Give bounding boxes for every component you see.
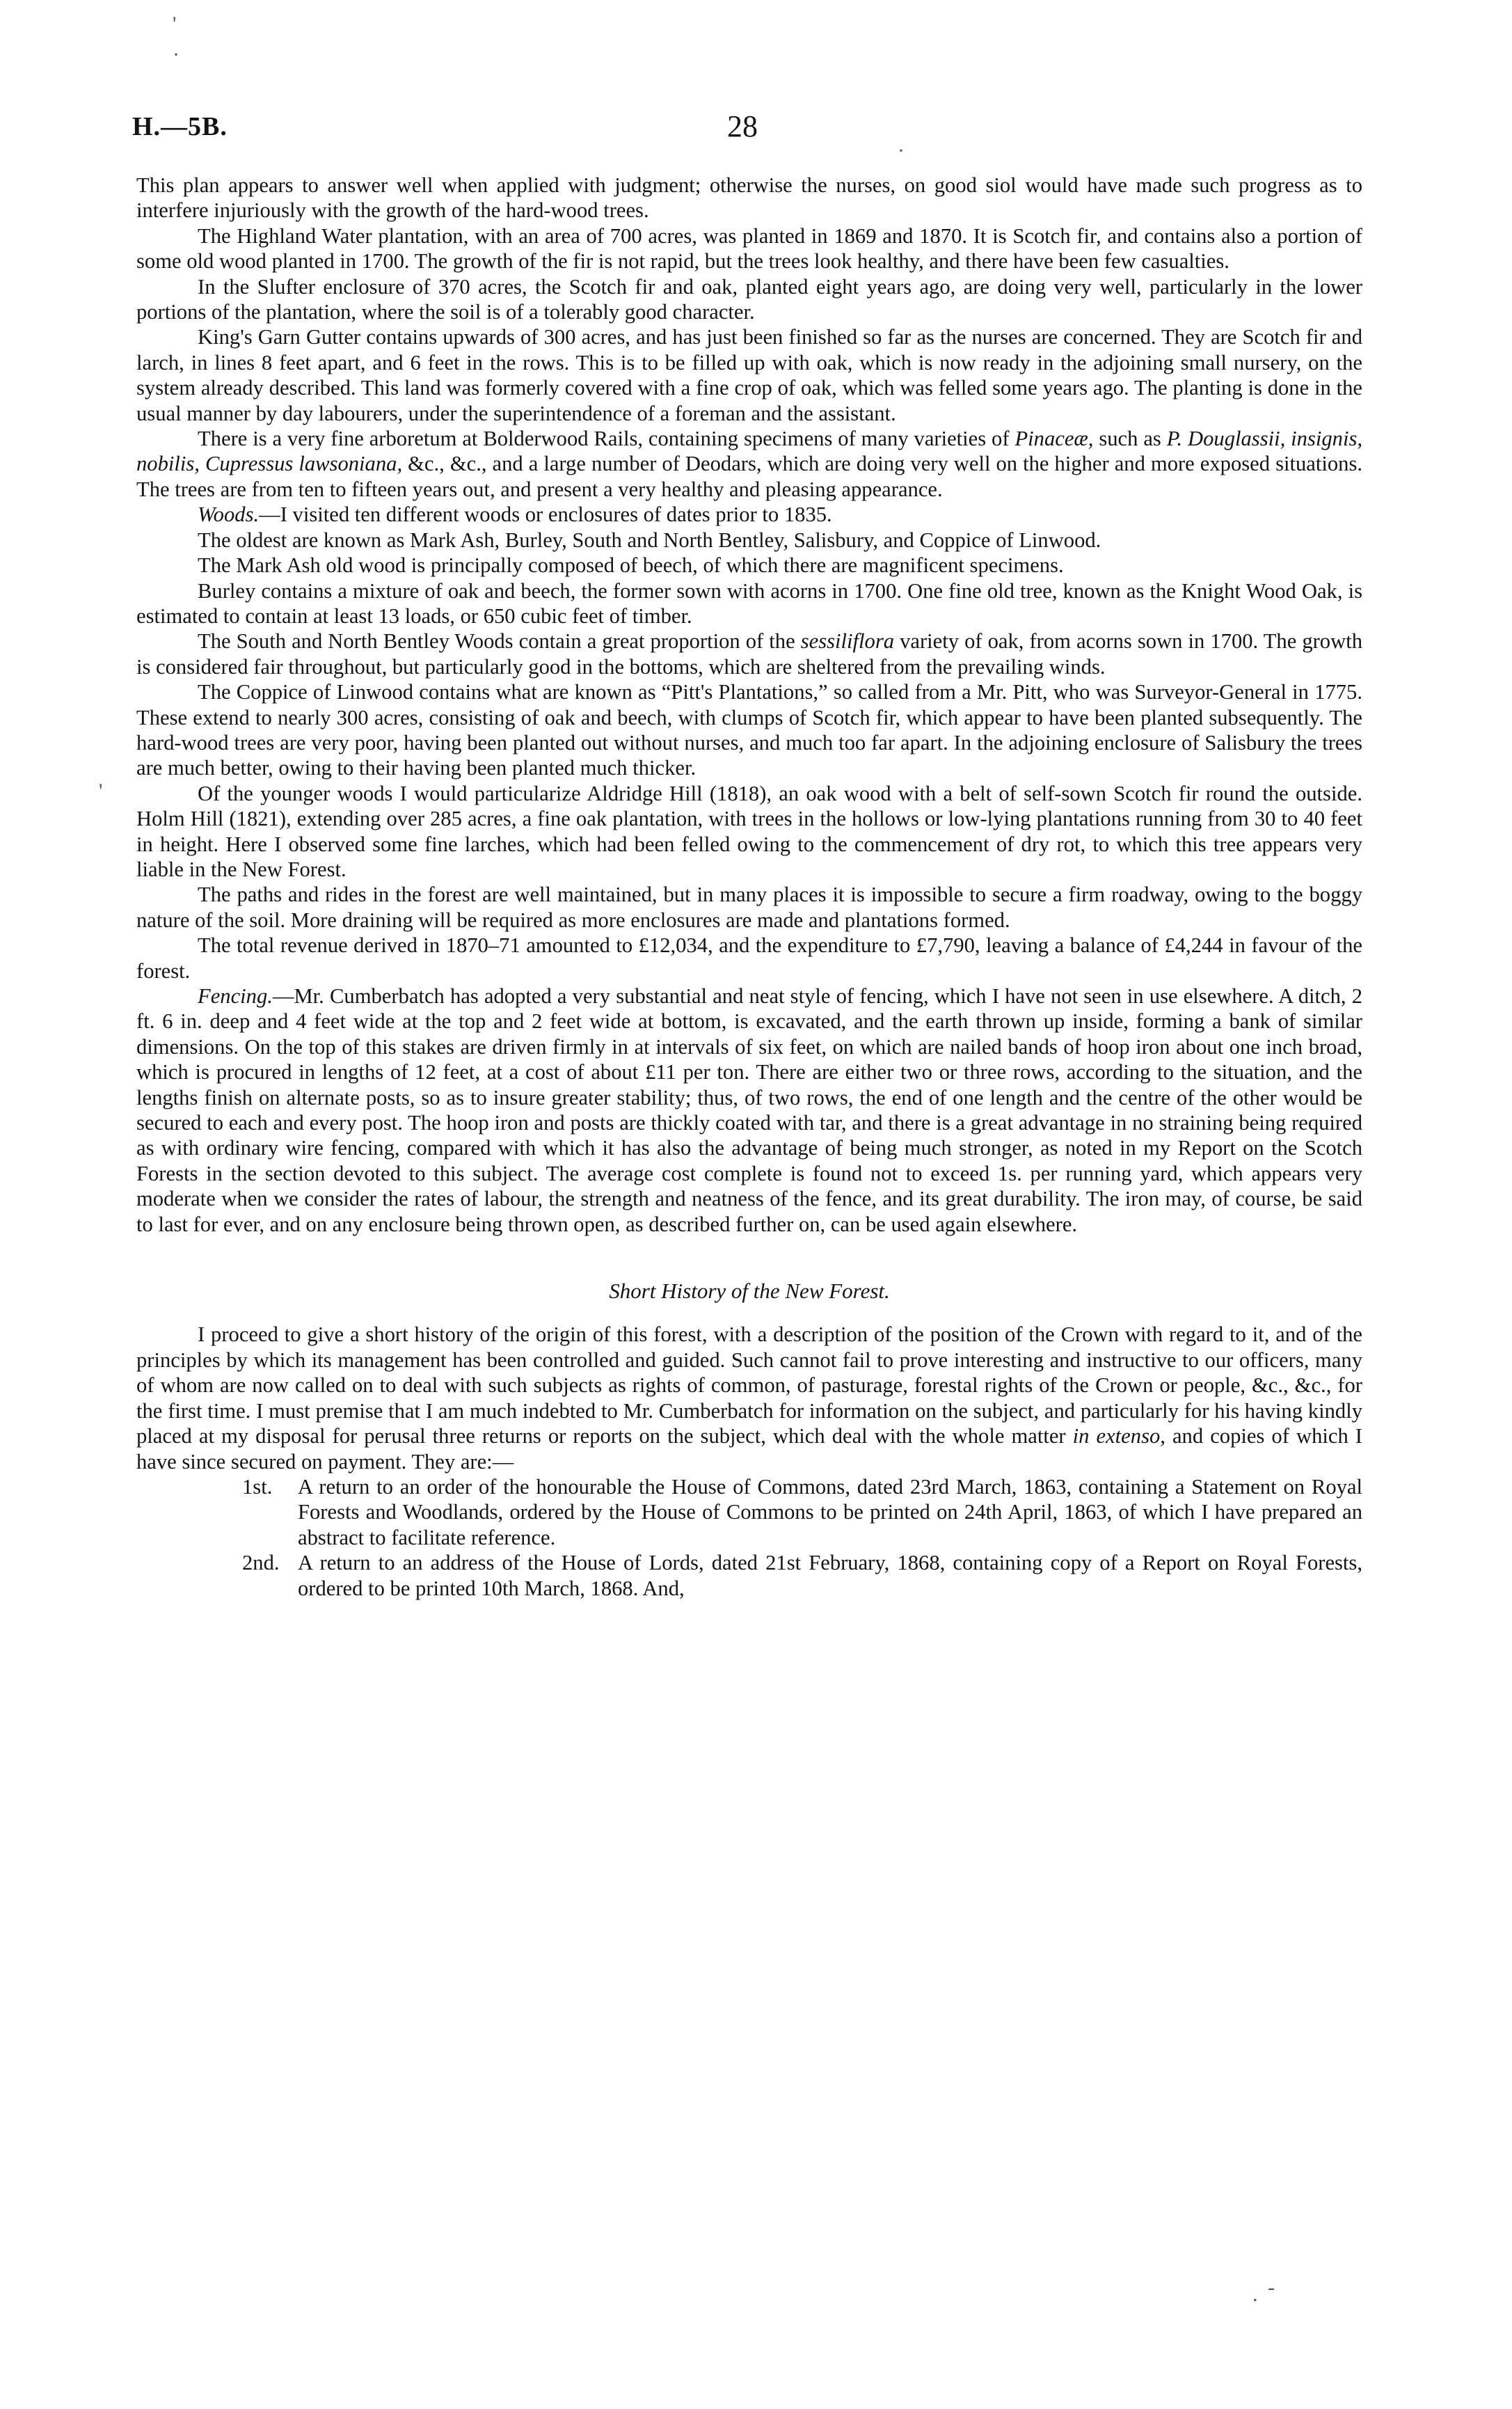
italic-term: in extenso,	[1072, 1424, 1165, 1448]
scan-mark: ·	[173, 43, 180, 66]
run-in-heading: Woods.	[198, 503, 260, 527]
text-run: —Mr. Cumberbatch has adopted a very substantial and neat style of fencing, which I have not seen in use elsewhere. A ditch, 2 ft. 6 in. deep and 4 feet wide at the top and 2 feet wide at bottom, is excavated, and the earth thrown up inside, forming a bank of similar dimensions. On the top of this stakes are driven firmly in at intervals of six feet, on which are nailed bands of hoop iron about one inch broad, which is procured in lengths of 12 feet, at a cost of about £11 per ton. There are either two or three rows, according to the situation, and the lengths finish on alternate posts, so as to insure greater stability; thus, of two rows, the end of one length and the centre of the other would be secured to each and every post. The hoop iron and posts are thickly coated with tar, and there is a great advantage in no straining being required as with ordinary wire fencing, compared with which it has also the advantage of being much stronger, as noted in my Report on the Scotch Forests in the section devoted to this subject. The average cost complete is found not to exceed 1s. per running yard, which appears very moderate when we consider the rates of labour, the strength and neatness of the fence, and its great durability. The iron may, of course, be said to last for ever, and on any enclosure being thrown open, as described further on, can be used again elsewhere.	[136, 984, 1362, 1236]
paragraph	[136, 984, 1362, 1237]
paragraph: Burley contains a mixture of oak and beech, the former sown with acorns in 1700. One fine old tree, known as the Knight Wood Oak, is estimated to contain at least 13 loads, or 650 cubic feet of timber.	[136, 578, 1362, 628]
section-heading: Short History of the New Forest.	[609, 1279, 890, 1304]
scan-mark: .	[1252, 2283, 1258, 2306]
page-number: 28	[727, 109, 758, 143]
scan-mark: ·	[898, 139, 905, 162]
paragraph: The Highland Water plantation, with an area of 700 acres, was planted in 1869 and 1870. It is Scotch fir, and contains also a portion of some old wood planted in 1700. The growth of the fir is not rapid, but the trees look healthy, and there have been few casualties.	[136, 223, 1362, 274]
paragraph	[136, 629, 1362, 679]
paragraph	[136, 502, 1362, 527]
italic-species-list: P. Douglassii, insignis, nobilis, Cupressus lawsoniana,	[136, 427, 1362, 476]
list-item-number: 2nd.	[242, 1551, 280, 1575]
paragraph: The oldest are known as Mark Ash, Burley, South and North Bentley, Salisbury, and Coppice of Linwood.	[198, 528, 1101, 552]
paragraph: The total revenue derived in 1870–71 amounted to £12,034, and the expenditure to £7,790, leaving a balance of £4,244 in favour of the forest.	[136, 933, 1362, 983]
italic-term: Pinaceæ,	[1014, 427, 1094, 451]
text-run: such as	[1093, 427, 1167, 451]
scan-mark: '	[99, 780, 103, 803]
list-item-number: 1st.	[242, 1474, 273, 1499]
paragraph	[136, 1322, 1362, 1474]
paragraph: This plan appears to answer well when applied with judgment; otherwise the nurses, on good siol would have made such progress as to interfere injuriously with the growth of the hard-wood trees.	[136, 173, 1362, 223]
run-in-heading: Fencing.	[198, 984, 273, 1008]
text-run: I proceed to give a short history of the origin of this forest, with a description of the position of the Crown with regard to it, and of the principles by which its management has been controlled and guided. Such cannot fail to prove interesting and instructive to our officers, many of whom are now called on to deal with such subjects as rights of common, of pasturage, forestal rights of the Crown or people, &c., &c., for the first time. I must premise that I am much indebted to Mr. Cumberbatch for information on the subject, and particularly for his having kindly placed at my disposal for perusal three returns or reports on the subject, which deal with the whole matter	[136, 1322, 1362, 1448]
paragraph: The Mark Ash old wood is principally composed of beech, of which there are magnificent specimens.	[198, 553, 1064, 578]
text-run: The South and North Bentley Woods contain a great proportion of the	[198, 629, 801, 654]
list-item-text: A return to an order of the honourable the House of Commons, dated 23rd March, 1863, containing a Statement on Royal Forests and Woodlands, ordered by the House of Commons to be printed on 24th April, 1863, of which I have prepared an abstract to facilitate reference.	[298, 1474, 1362, 1549]
list-item-text: A return to an address of the House of Lords, dated 21st February, 1868, containing copy of a Report on Royal Forests, ordered to be printed 10th March, 1868. And,	[298, 1551, 1362, 1600]
paragraph: In the Slufter enclosure of 370 acres, the Scotch fir and oak, planted eight years ago, are doing very well, particularly in the lower portions of the plantation, where the soil is of a tolerably good character.	[136, 274, 1362, 324]
paragraph: Of the younger woods I would particularize Aldridge Hill (1818), an oak wood with a belt of self-sown Scotch fir round the outside. Holm Hill (1821), extending over 285 acres, a fine oak plantation, with trees in the hollows or low-lying plantations running from 30 to 40 feet in height. Here I observed some fine larches, which had been felled owing to the commencement of dry rot, to which this tree appears very liable in the New Forest.	[136, 781, 1362, 881]
text-run: and copies of which I have since secured on payment. They are:—	[136, 1424, 1362, 1474]
paragraph: King's Garn Gutter contains upwards of 300 acres, and has just been finished so far as the nurses are concerned. They are Scotch fir and larch, in lines 8 feet apart, and 6 feet in the rows. This is to be filled up with oak, which is now ready in the adjoining small nursery, on the system already described. This land was formerly covered with a fine crop of oak, which was felled some years ago. The planting is done in the usual manner by day labourers, under the superintendence of a foreman and the assistant.	[136, 325, 1362, 425]
italic-term: sessiliflora	[800, 629, 895, 654]
list-item	[136, 1474, 1362, 1550]
list-item	[136, 1550, 1362, 1601]
paragraph	[136, 426, 1362, 502]
scan-mark: -	[1268, 2276, 1275, 2299]
text-run: There is a very fine arboretum at Bolderwood Rails, containing specimens of many varieties of	[198, 427, 1015, 451]
page-header	[132, 111, 1385, 153]
document-reference: H.—5B.	[132, 112, 228, 141]
text-run: &c., &c., and a large number of Deodars, which are doing very well on the higher and more exposed situations. The trees are from ten to fifteen years out, and present a very healthy and pleasing appearance.	[136, 452, 1362, 501]
scan-mark: '	[173, 13, 177, 35]
text-run: —I visited ten different woods or enclosures of dates prior to 1835.	[259, 503, 832, 527]
paragraph: The Coppice of Linwood contains what are known as “Pitt's Plantations,” so called from a Mr. Pitt, who was Surveyor-General in 1775. These extend to nearly 300 acres, consisting of oak and beech, with clumps of Scotch fir, which appear to have been planted subsequently. The hard-wood trees are very poor, having been planted out without nurses, and much too far apart. In the adjoining enclosure of Salisbury the trees are much better, owing to their having been planted much thicker.	[136, 680, 1362, 780]
body-text	[136, 173, 1362, 1601]
text-run: variety of oak, from acorns sown in 1700. The growth is considered fair throughout, but particularly good in the bottoms, which are sheltered from the prevailing winds.	[136, 629, 1362, 679]
paragraph: The paths and rides in the forest are well maintained, but in many places it is impossible to secure a firm roadway, owing to the boggy nature of the soil. More draining will be required as more enclosures are made and plantations formed.	[136, 883, 1362, 932]
